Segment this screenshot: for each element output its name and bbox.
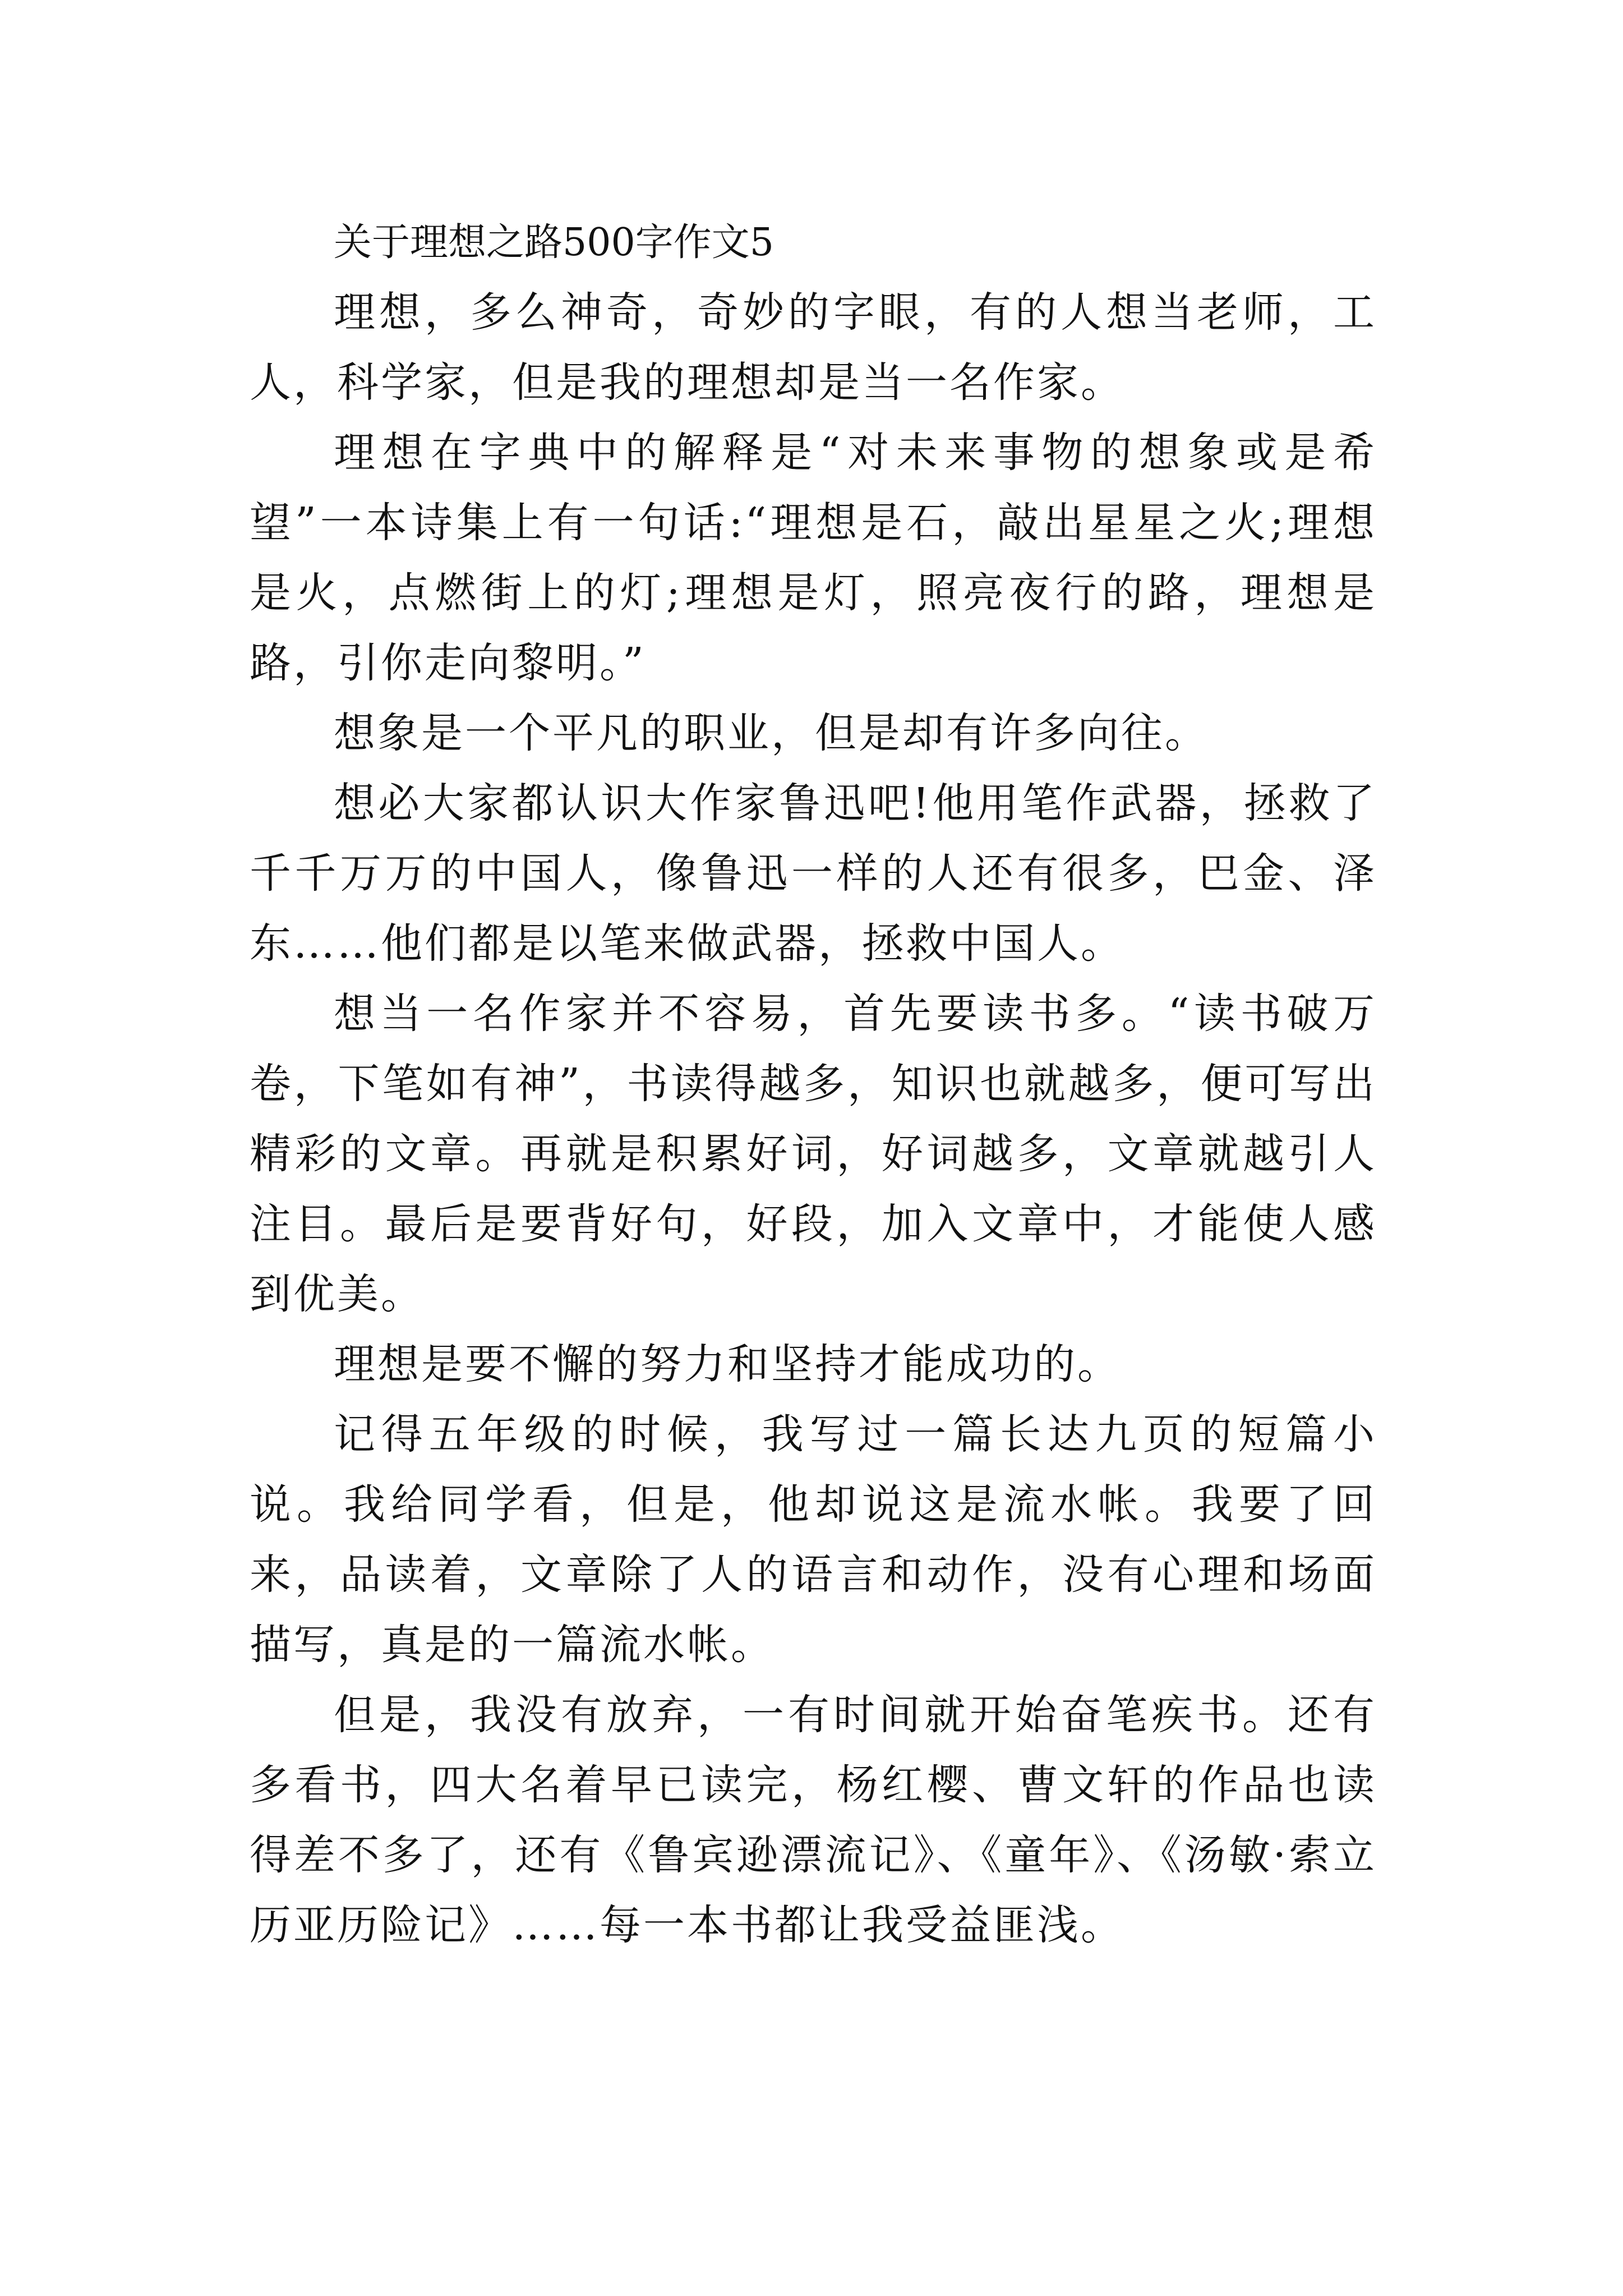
paragraph: 理想在字典中的解释是“对未来事物的想象或是希望”一本诗集上有一句话:“理想是石，敲出星星之火;理想是火，点燃街上的灯;理想是灯，照亮夜行的路，理想是路，引你走向黎明。” [250,429,1377,687]
paragraph: 想当一名作家并不容易，首先要读书多。“读书破万卷，下笔如有神”，书读得越多，知识也就越多，便可写出精彩的文章。再就是积累好词，好词越多，文章就越引人注目。最后是要背好句，好段，加入文章中，才能使人感到优美。 [250,990,1377,1318]
paragraph: 理想，多么神奇，奇妙的字眼，有的人想当老师，工人，科学家，但是我的理想却是当一名作家。 [250,288,1377,407]
paragraph: 记得五年级的时候，我写过一篇长达九页的短篇小说。我给同学看，但是，他却说这是流水帐。我要了回来，品读着，文章除了人的语言和动作，没有心理和场面描写，真是的一篇流水帐。 [250,1410,1377,1669]
paragraph: 理想是要不懈的努力和坚持才能成功的。 [334,1340,1121,1388]
document-body [250,208,1377,1961]
document-title: 关于理想之路500字作文5 [334,220,774,265]
paragraph: 但是，我没有放弃，一有时间就开始奋笔疾书。还有多看书，四大名着早已读完，杨红樱、曹文轩的作品也读得差不多了，还有《鲁宾逊漂流记》、《童年》、《汤敏·索立历亚历险记》……每一本书都让我受益匪浅。 [250,1691,1377,1949]
paragraph: 想象是一个平凡的职业，但是却有许多向往。 [334,709,1209,757]
paragraph: 想必大家都认识大作家鲁迅吧!他用笔作武器，拯救了千千万万的中国人，像鲁迅一样的人还有很多，巴金、泽东……他们都是以笔来做武器，拯救中国人。 [250,779,1377,968]
